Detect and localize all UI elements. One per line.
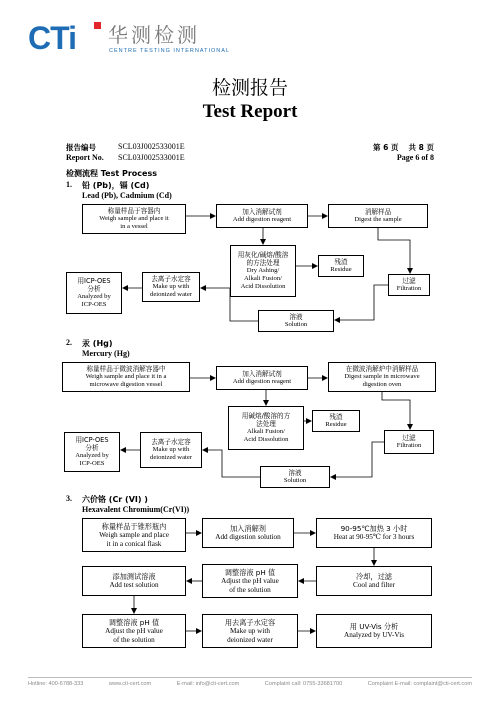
report-title-en: Test Report: [202, 101, 298, 122]
logo-english-name: CENTRE TESTING INTERNATIONAL: [109, 48, 231, 54]
flow3-adjust-ph-box-1: 调整溶液 pH 值 Adjust the pH value of the solution: [202, 564, 298, 598]
footer-website[interactable]: www.cti-cert.com: [108, 681, 152, 687]
flow1-residue-box: 残渣 Residue: [318, 255, 364, 277]
flow1-arrow-7: [201, 288, 258, 321]
footer-hotline: Hotline: 400-6788-333: [28, 681, 84, 687]
page-number-en: Page 6 of 8: [396, 153, 434, 162]
report-no-value-repeat: SCL03J002533001E: [118, 153, 185, 162]
flow2-treatment-box: 用碱熔/酸溶的方 法处理 Alkali Fusion/ Acid Dissolution: [228, 406, 304, 450]
section-1-title-cn: 铅 (Pb)，镉 (Cd): [82, 181, 150, 190]
flow1-add-reagent-box: 加入消解试剂 Add digestion reagent: [216, 204, 308, 228]
flow2-arrow-4: [382, 392, 410, 429]
report-no-label-en: Report No.: [66, 153, 104, 162]
flow2-arrow-6: [331, 442, 384, 477]
flow3-add-digestion-box: 加入消解剂 Add digestion solution: [202, 518, 294, 548]
flow2-arrow-7: [203, 450, 260, 477]
section-2-number: 2.: [66, 338, 72, 347]
flow2-icp-box: 用ICP-OES 分析 Analyzed by ICP-OES: [64, 432, 120, 472]
flow1-filtration-box: 过滤 Filtration: [388, 274, 430, 296]
flow2-weigh-box: 称量样品于微波消解容器中 Weigh sample and place it in a microwave digestion vessel: [62, 362, 190, 392]
page-number-cn: 第 6 页 共 8 页: [373, 143, 434, 152]
page-footer: [28, 677, 472, 688]
section-2-title-en: Mercury (Hg): [82, 349, 130, 358]
flow1-arrow-6: [335, 285, 388, 320]
flow3-heat-box: 90-95℃加热 3 小时 Heat at 90-95℃ for 3 hours: [316, 518, 432, 548]
flow1-arrow-4: [378, 228, 410, 273]
section-3-title-cn: 六价铬 (Cr (VI) ): [82, 495, 148, 504]
process-title: 检测流程 Test Process: [66, 169, 157, 178]
flow1-icp-box: 用ICP-OES 分析 Analyzed by ICP-OES: [66, 272, 122, 314]
flow3-uvvis-box: 用 UV-Vis 分析 Analyzed by UV-Vis: [316, 614, 432, 648]
footer-email[interactable]: E-mail: info@cti-cert.com: [176, 681, 240, 687]
report-no-value: SCL03J002533001E: [118, 142, 185, 151]
section-3-title-en: Hexavalent Chromium(Cr(VI)): [82, 505, 190, 514]
flow2-digest-box: 在微波消解炉中消解样品 Digest sample in microwave digestion oven: [328, 362, 436, 392]
flow2-add-reagent-box: 加入消解试剂 Add digestion reagent: [216, 366, 308, 390]
section-2-title-cn: 汞 (Hg): [82, 339, 113, 348]
logo-chinese-name: 华测检测: [108, 23, 200, 47]
flow2-filtration-box: 过滤 Filtration: [384, 430, 434, 454]
flow3-makeup-box: 用去离子水定容 Make up with deionized water: [202, 614, 298, 648]
flow1-weigh-box: 称量样品于容器内 Weigh sample and place it in a vessel: [82, 204, 186, 234]
flow1-treatment-box: 用灰化/碱熔/酸溶 的方法处理 Dry Ashing/ Alkali Fusion/ Acid Dissolution: [230, 245, 296, 297]
flow2-makeup-box: 去离子水定容 Make up with deionized water: [140, 432, 202, 468]
flow3-add-test-box: 添加测试溶液 Add test solution: [82, 566, 186, 596]
footer-complaint-call: Complaint call: 0755-33681700: [264, 681, 343, 687]
flow1-solution-box: 溶液 Solution: [258, 310, 334, 332]
flow3-cool-filter-box: 冷却，过滤 Cool and filter: [316, 566, 432, 596]
flow1-digest-box: 消解样品 Digest the sample: [328, 204, 428, 228]
flow1-makeup-box: 去离子水定容 Make up with deionized water: [142, 272, 200, 302]
report-no-label-cn: 报告编号: [66, 143, 96, 152]
flow3-adjust-ph-box-2: 调整溶液 pH 值 Adjust the pH value of the solution: [82, 614, 186, 648]
section-1-number: 1.: [66, 180, 72, 189]
report-title-cn: 检测报告: [211, 77, 288, 99]
logo-text: CTi: [28, 20, 76, 56]
flow2-solution-box: 溶液 Solution: [260, 466, 330, 488]
section-3-number: 3.: [66, 494, 72, 503]
section-1-title-en: Lead (Pb), Cadmium (Cd): [82, 191, 172, 200]
footer-complaint-email[interactable]: Complaint E-mail: complaint@cti-cert.com: [367, 681, 472, 687]
flow3-weigh-box: 称量样品于锥形瓶内 Weigh sample and place it in a conical flask: [82, 518, 186, 552]
flow2-residue-box: 残渣 Residue: [312, 410, 360, 432]
